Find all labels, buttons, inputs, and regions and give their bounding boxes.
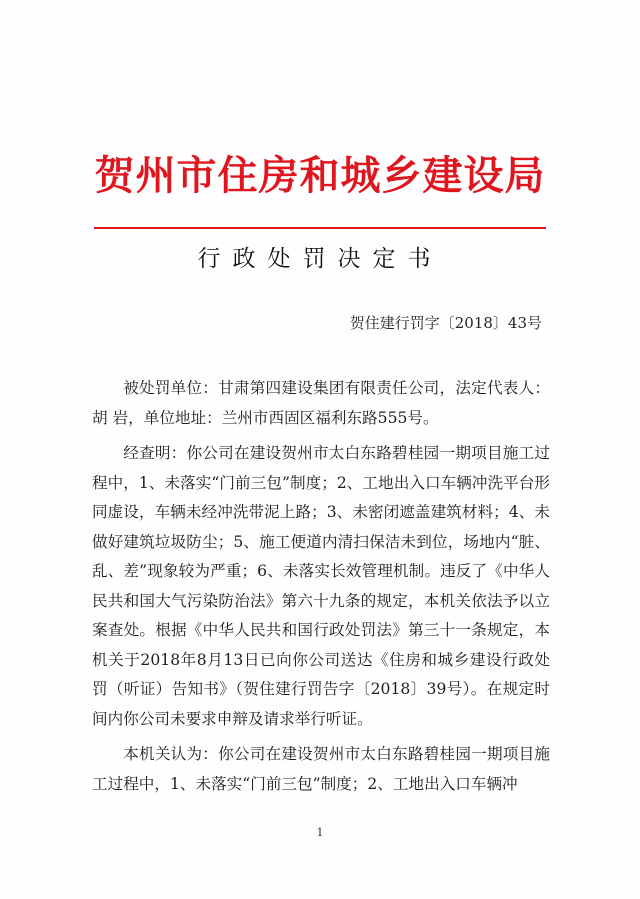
paragraph-party-info: 被处罚单位：甘肃第四建设集团有限责任公司，法定代表人：胡 岩，单位地址：兰州市西固区福利东路555号。 <box>92 379 550 427</box>
document-body <box>92 374 550 805</box>
red-divider-line <box>94 227 546 229</box>
agency-title: 贺州市住房和城乡建设局 <box>94 152 546 199</box>
paragraph-findings: 经查明：你公司在建设贺州市太白东路碧桂园一期项目施工过程中，1、未落实“门前三包”制度；2、工地出入口车辆冲洗平台形同虚设，车辆未经冲洗带泥上路；3、未密闭遮盖建筑材料；4、未做好建筑垃圾防尘；5、施工便道内清扫保洁未到位，场地内“脏、乱、差”现象较为严重；6、未落实长效管理机制。违反了《中华人民共和国大气污染防治法》第六十九条的规定，本机关依法予以立案查处。根据《中华人民共和国行政处罚法》第三十一条规定，本机关于2018年8月13日已向你公司送达《住房和城乡建设行政处罚（听证）告知书》（贺住建行罚告字〔2018〕39号）。在规定时间内你公司未要求申辩及请求举行听证。 <box>92 444 550 728</box>
paragraph-conclusion: 本机关认为：你公司在建设贺州市太白东路碧桂园一期项目施工过程中，1、未落实“门前三包”制度；2、工地出入口车辆冲 <box>92 745 550 793</box>
document-title: 行政处罚决定书 <box>197 246 443 272</box>
page-number: 1 <box>316 826 324 839</box>
document-number: 贺住建行罚字〔2018〕43号 <box>349 314 542 332</box>
